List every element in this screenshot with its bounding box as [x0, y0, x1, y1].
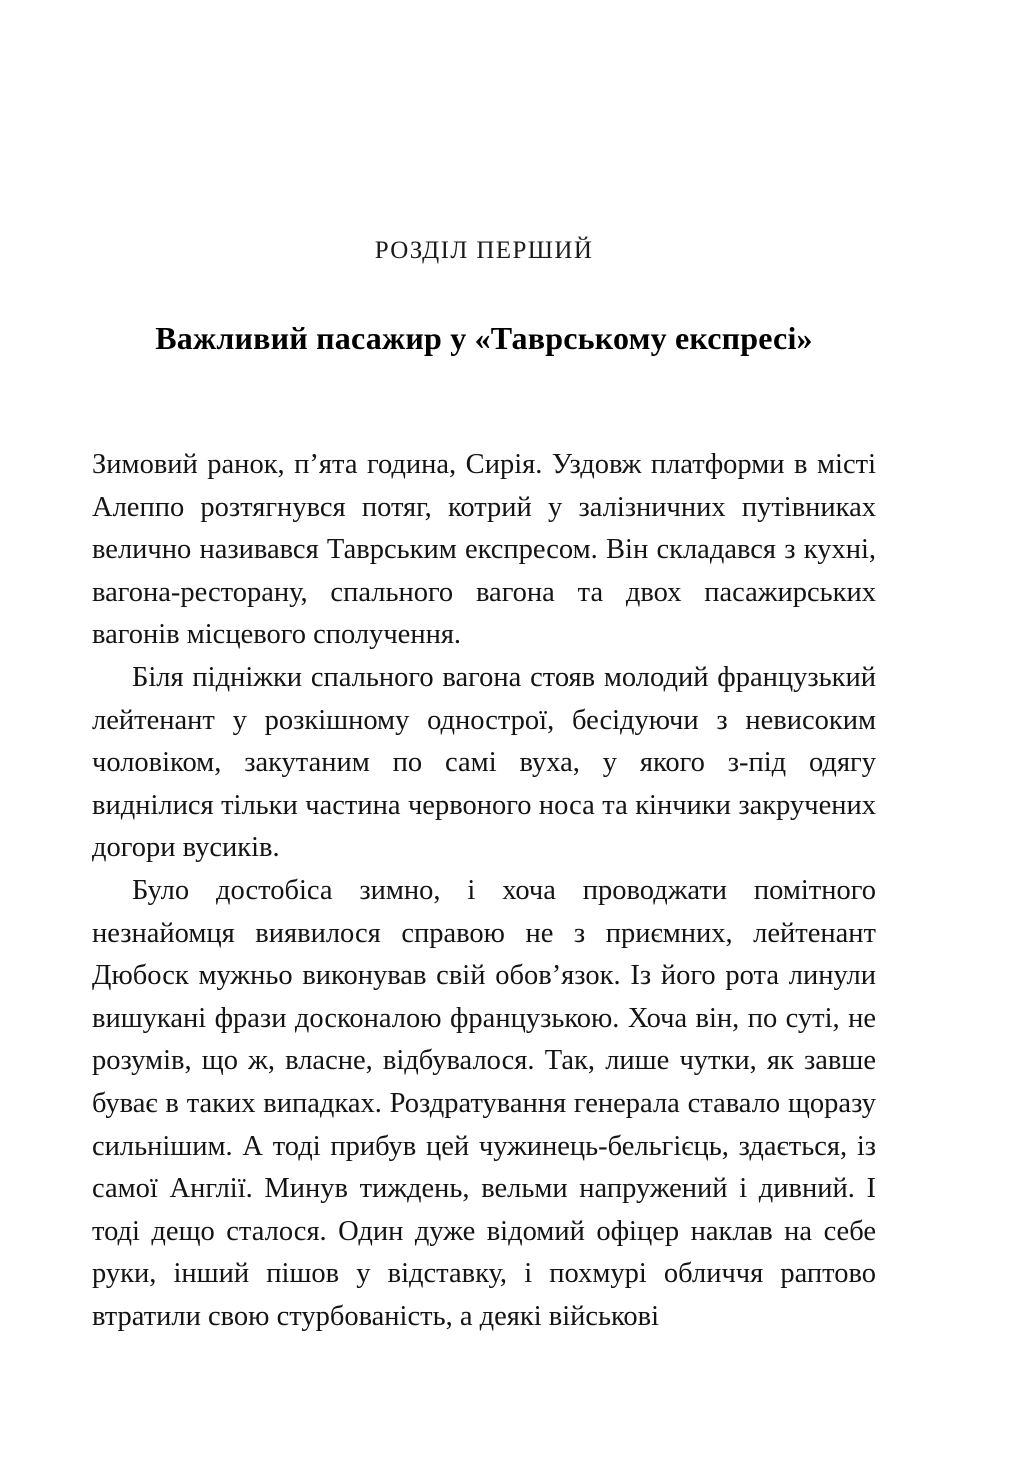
paragraph: Зимовий ранок, п’ята година, Сирія. Уздовж платформи в місті Алеппо розтягнувся потяг, котрий у залізничних путівниках велично називався Таврським експресом. Він складався з кухні, вагона-ресторану, спального вагона та двох пасажирських вагонів місцевого сполучення. [92, 449, 876, 651]
paragraph: Біля підніжки спального вагона стояв молодий французький лейтенант у розкішному однострої, бесідуючи з невисоким чоловіком, закутаним по самі вуха, у якого з-під одягу виднілися тільки частина червоного носа та кінчики закручених догори вусиків. [92, 661, 876, 864]
chapter-label: РОЗДІЛ ПЕРШИЙ [374, 237, 594, 264]
paragraph: Було достобіса зимно, і хоча проводжати помітного незнайомця виявилося справою не з приємних, лейтенант Дюбоск мужньо виконував свій обов’язок. Із його рота линули вишукані фрази досконалою французькою. Хоча він, по суті, не розумів, що ж, власне, відбувалося. Так, лише чутки, як завше буває в таких випадках. Роздратування генерала ставало щоразу сильнішим. А тоді прибув цей чужинець-бельгієць, здається, із самої Англії. Минув тиждень, вельми напружений і дивний. І тоді дещо сталося. Один дуже відомий офіцер наклав на себе руки, інший пішов у відставку, і похмурі обличчя раптово втратили свою стурбованість, а деякі військові [92, 874, 876, 1332]
page-content [92, 236, 876, 1338]
body-text [92, 444, 876, 1338]
chapter-title: Важливий пасажир у «Таврському експресі» [155, 320, 813, 356]
